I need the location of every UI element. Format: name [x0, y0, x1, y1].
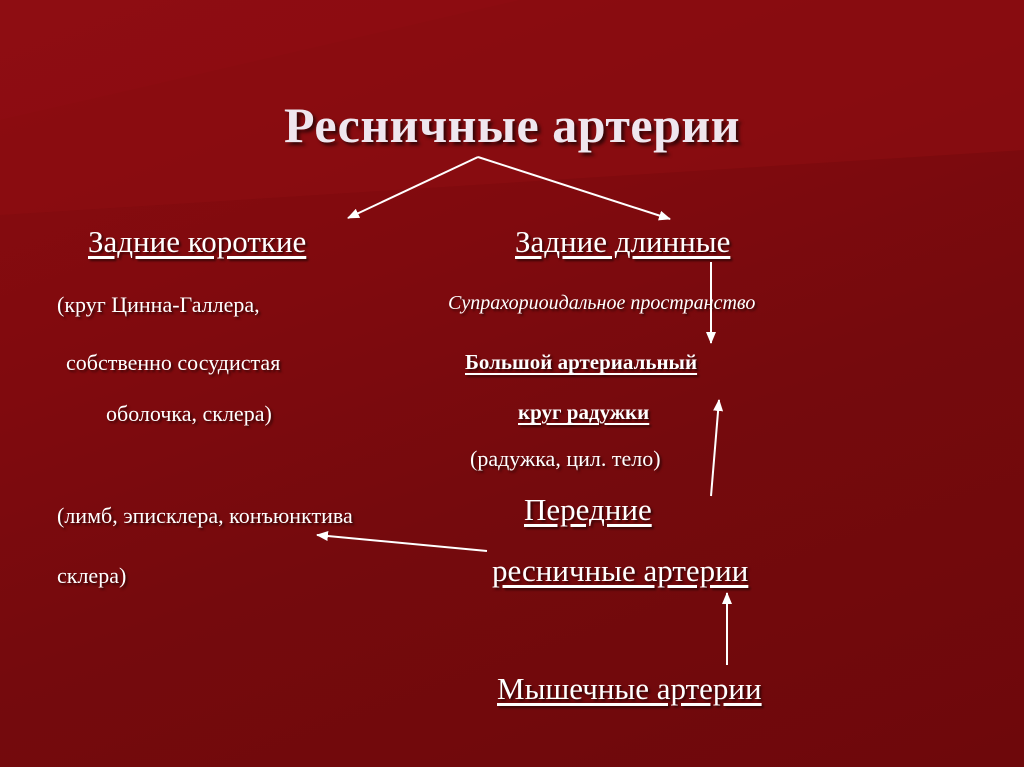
- posterior-short-line-2: собственно сосудистая: [66, 350, 281, 375]
- anterior-branches-line-2: склера): [57, 563, 127, 588]
- major-arterial-circle-line-1: Большой артериальный: [465, 350, 698, 374]
- posterior-short-heading: Задние короткие: [88, 224, 307, 259]
- arrow-anterior-to-circle: [711, 400, 719, 496]
- posterior-short-line-3: оболочка, склера): [106, 401, 272, 426]
- anterior-ciliary-heading-line-1: Передние: [524, 492, 652, 527]
- anterior-branches-line-1: (лимб, эписклера, конъюнктива: [57, 503, 353, 528]
- major-arterial-circle-line-3: (радужка, цил. тело): [470, 446, 661, 471]
- slide-title: Ресничные артерии: [283, 97, 741, 153]
- major-arterial-circle-line-2: круг радужки: [518, 400, 650, 424]
- suprachoroidal-space-label: Супрахориоидальное пространство: [448, 292, 756, 314]
- posterior-long-heading: Задние длинные: [515, 224, 731, 259]
- arrow-title-to-posterior-long: [478, 157, 670, 219]
- arrow-anterior-to-limbus: [317, 535, 487, 551]
- anterior-ciliary-heading-line-2: ресничные артерии: [492, 553, 749, 588]
- arrow-title-to-posterior-short: [348, 157, 478, 218]
- posterior-short-line-1: (круг Цинна-Галлера,: [57, 292, 260, 317]
- muscular-arteries-heading: Мышечные артерии: [497, 671, 762, 706]
